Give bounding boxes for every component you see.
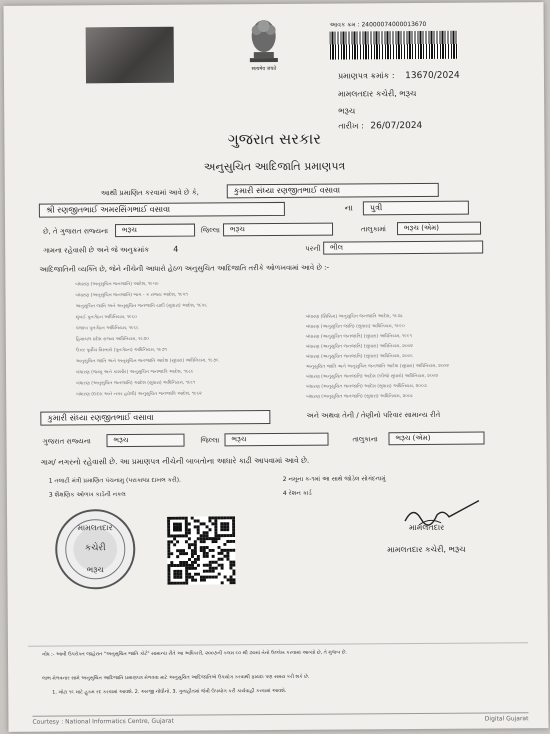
order-line-left: બંધારણ (જમ્મુ અને કાશ્મીર) અનુસુચિત જનજાતિ આદેશ, ૧૯૮૯ — [76, 369, 194, 376]
order-line-left: બંધારણ (અનુસુચિત જનજાતિ) આદેશ, ૧૯૫૦ — [75, 281, 159, 288]
applicant-name-field: કુમારી સંધ્યા રણજીતભાઈ વસાવા — [227, 183, 439, 198]
stamp-middle: કચેરી — [84, 543, 106, 554]
recognition-text: આદિજાતિની વ્યક્તિ છે, જેને નીચેની આધારો હેઠળ અનુસુચિત આદિજાતિ તરીકે ઓળખવામાં આવે છે :- — [39, 263, 330, 274]
order-line-right: બંધારણ (અનુસુચિત જનજાતિ) (સુધારા) અધિનિયમ, ૧૯૯૧ — [305, 334, 412, 340]
order-line-left: મુંબઈ પુનર્ગઠન અધિનિયમ, ૧૯૬૦ — [75, 314, 137, 321]
order-line-right: બંધારણ (સિક્કિમ) અનુસુચિત જનજાતિ આદેશ, ૧૯૭૮ — [305, 314, 403, 320]
stamp-bottom: ભરૂચ — [86, 565, 104, 575]
signatory-title: મામલતદાર — [409, 522, 445, 533]
district-field: ભરૂચ — [223, 223, 333, 237]
village-field: ભરૂચ — [115, 224, 195, 238]
order-line-right: બંધારણ (અનુસુચિત જનજાતિ) આદેશ (બીજો સુધારો) અધિનિયમ, ૨૦૦૨ — [306, 373, 439, 380]
basis-item-3: 3 શૈક્ષણિક ઓળખ કાર્ડની નકલ — [48, 491, 126, 499]
official-stamp — [55, 509, 136, 590]
taluka2-label: તાલુકાના — [352, 435, 378, 444]
order-line-left: અનુસુચિત જાતિ અને અનુસુચિત જનજાતિ યાદી (સુધારા) આદેશ, ૧૯૫૬ — [75, 303, 208, 310]
resident-line: ગામ/ નગરનો રહેવાસી છે. આ પ્રમાણપત્ર નીચેની બાબતોના આધારે કાઢી આપવામાં આવે છે. — [40, 455, 310, 467]
barcode-block — [330, 21, 464, 60]
basis-item-1: 1 તલાટી મંત્રી પ્રમાણિત પંચનામુ (પરાકાષ્ઠા દાખલ કરી). — [48, 476, 181, 485]
state2-prefix: ગુજરાત રાજ્યના — [42, 437, 91, 446]
order-line-left: ઉત્તર પૂર્વીય વિસ્તારો (પુનર્ગઠન) અધિનિયમ, ૧૯૭૧ — [75, 347, 167, 354]
place-name: ભરૂચ — [338, 106, 356, 116]
certificate-title: અનુસુચિત આદિજાતિ પ્રમાણપત્ર — [203, 159, 346, 174]
basis-item-2: 2 નમૂના ક-૧માં આ સાથે જોડેલ સોગંદનામું — [282, 475, 386, 483]
certify-text: આથી પ્રમાણિત કરવામાં આવે છે કે, — [100, 188, 199, 198]
barcode — [330, 31, 458, 60]
barcode-text: આવક ક્રમ : 24000074000013670 — [329, 20, 427, 29]
cert-no-label: પ્રમાણપત્ર ક્રમાંક : — [337, 71, 395, 81]
community-prefix: ગામના રહેવાસી છે અને જે અનુક્રમાંક — [43, 245, 150, 255]
government-title: ગુજરાત સરકાર — [227, 129, 322, 149]
taluka-field: ભરૂચ (એમ) — [397, 222, 481, 236]
note-1: નોંધ :- આવી ઉપરોક્ત જાહેરાત "અનુસુચિત જાતિ કોર્ટ" સામાન્ય રીતે આ અધિકારી, ૨૦૦૭ની કલમ ૬૦ થી ૭૦માં તેનો ઉલ્લેખ કરવામાં આવ્યો છે, તે મુજબ છે. — [41, 650, 347, 658]
office-name: મામલતદાર કચેરી, ભરૂચ — [338, 89, 417, 99]
certificate-number — [338, 71, 460, 82]
taluka-label: તાલુકામાં — [361, 225, 387, 234]
relation-label: ના — [344, 203, 353, 213]
district2-label: જિલ્લા — [200, 436, 220, 445]
date-label: તારીખ : — [338, 121, 364, 131]
qr-code — [167, 516, 235, 584]
community-label: પરની — [305, 244, 321, 253]
note-3: 1. ખોટા ૧૬ માટે હુકમ રદ કરવામાં આવશે. 2. અરજી નોંધીનો. 3. ગુનાહીતમાં જેવી ઉપયોગ કરી કાર્યવાહી કરવામાં આવશે. — [52, 688, 287, 696]
emblem-caption: सत्यमेव जयते — [251, 65, 277, 73]
stamp-top: મામલતદાર — [77, 523, 113, 533]
order-line-left: બંધારણ (અનુસુચિત જનજાતિ) આદેશ (સુધારા) અધિનિયમ, ૧૯૯૧ — [76, 380, 196, 387]
order-line-right: બંધારણ (અનુસુચિત જાતિ) (સુધારા) અધિનિયમ, ૧૯૯૦ — [305, 324, 405, 330]
basis-item-4: 4 રેશન કાર્ડ — [282, 489, 312, 497]
footer — [32, 712, 528, 725]
village2-field: ભરૂચ — [106, 434, 184, 448]
district-label: જિલ્લા — [201, 226, 220, 235]
national-emblem-icon — [240, 16, 288, 72]
cert-no-value: 13670/2024 — [405, 70, 460, 82]
parent-name-field: શ્રી રણજીતભાઈ અમરસિંગભાઈ વસાવા — [39, 202, 285, 218]
date-value: 26/07/2024 — [370, 120, 423, 132]
relation-field: પુત્રી — [363, 201, 469, 216]
resident-suffix: અને અથવા તેની / તેણીનો પરિવાર સામાન્ય રીતે — [306, 410, 441, 420]
order-line-left: બંધારણ (દાદરા અને નગર હવેલી) અનુસુચિત જનજાતિ આદેશ, ૧૯૬૨ — [76, 391, 202, 398]
order-line-right: બંધારણ (અનુસુચિત જનજાતિ) (સુધારા) અધિનિયમ, ૨૦૦૮ — [306, 394, 414, 400]
order-line-left: હિમાચલ પ્રદેશ રાજ્ય અધિનિયમ, ૧૯૭૦ — [75, 336, 149, 343]
footer-brand: Digital Gujarat — [484, 715, 529, 723]
order-line-right: બંધારણ (અનુસુચિત જનજાતિ) આદેશ (સુધારા) અધિનિયમ, ૨૦૦૩ — [306, 383, 427, 390]
order-line-left: પંજાબ પુનર્ગઠન અધિનિયમ, ૧૯૬૬ — [75, 325, 139, 332]
community-field: ભીલ — [323, 241, 483, 255]
order-line-right: અનુસુચિત જાતિ અને અનુસુચિત જનજાતિ આદેશ (સુધારા) અધિનિયમ, ૨૦૦૨ — [305, 363, 449, 370]
district2-field: ભરૂચ — [224, 433, 328, 447]
certificate-sheet — [3, 2, 548, 732]
serial-number: 4 — [173, 244, 179, 254]
order-line-right: બંધારણ (અનુસુચિત જનજાતિ) (સુધારા) અધિનિયમ, ૨૦૦૬ — [305, 354, 413, 360]
note-2: લાભ મેળવનાર સામે અનુસુચિત આદિજાતિ પ્રમાણપત્ર મેળવવા માટે અનુસુચિત આદિજાતિએ ઉપયોગ કરવાથી ફાયદા પણ સમય કરી શકે છે. — [42, 674, 310, 682]
taluka2-field: ભરૂચ (એમ) — [388, 432, 484, 446]
applicant-photo — [86, 27, 174, 84]
signatory-office: મામલતદાર કચેરી, ભરૂચ — [387, 544, 466, 555]
orders-section — [3, 2, 543, 6]
resident-name-field: કુમારી સંધ્યા રણજીતભાઈ વસાવા — [40, 410, 270, 426]
notes-divider — [28, 642, 528, 646]
state-prefix: છે, તે ગુજરાત રાજ્યના — [43, 227, 109, 236]
footer-courtesy: Courtesy : National Informatics Centre, Gujarat — [32, 717, 174, 726]
order-line-left: બંધારણ (અનુસુચિત જનજાતિ) ભાગ - ક રાજ્ય આદેશ, ૧૯૫૧ — [75, 292, 188, 299]
order-line-right: બંધારણ (અનુસુચિત જનજાતિ) (સુધારા) અધિનિયમ, ૨૦૦૨ — [305, 344, 413, 350]
order-line-left: અનુસુચિત જાતિ અને અનુસુચિત જનજાતિ આદેશ (સુધારા) અધિનિયમ, ૧૯૭૬ — [75, 358, 219, 365]
